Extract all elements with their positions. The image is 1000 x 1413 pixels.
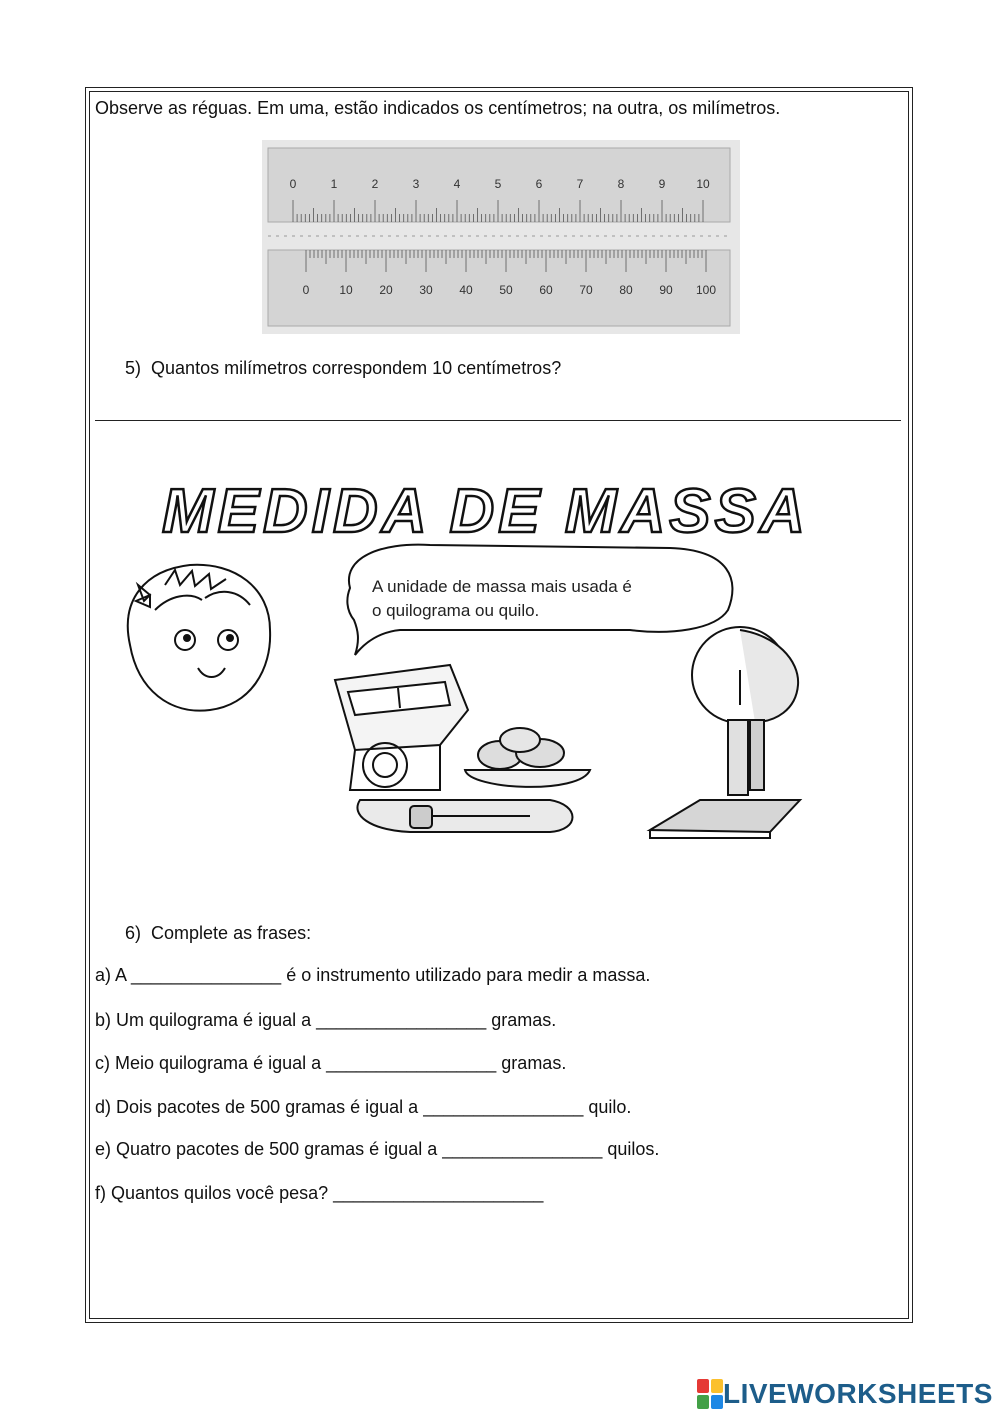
- speech-line-2: o quilograma ou quilo.: [372, 601, 540, 620]
- mm-label: 80: [619, 283, 633, 297]
- question-6-text: Complete as frases:: [151, 923, 312, 943]
- sentence-e[interactable]: e) Quatro pacotes de 500 gramas é igual a ________________ quilos.: [95, 1139, 660, 1159]
- cm-label: 1: [330, 177, 338, 191]
- mm-label: 100: [695, 283, 717, 297]
- intro-text: Observe as réguas. Em uma, estão indicados os centímetros; na outra, os milímetros.: [95, 98, 781, 118]
- floor-scale-drawing: [650, 627, 800, 838]
- girl-face-drawing: [128, 565, 270, 711]
- mm-label: 50: [499, 283, 513, 297]
- liveworksheets-blocks-icon: [697, 1379, 723, 1409]
- answer-line-5[interactable]: [95, 420, 901, 421]
- cm-label: 4: [453, 177, 461, 191]
- question-5: [125, 357, 561, 379]
- speech-bubble: [347, 545, 732, 655]
- mm-label: 20: [379, 283, 393, 297]
- cm-label: 10: [696, 177, 710, 191]
- sentence-b[interactable]: b) Um quilograma é igual a _________________ gramas.: [95, 1010, 557, 1030]
- question-6-number: 6): [125, 923, 142, 943]
- mm-label: 30: [419, 283, 433, 297]
- kitchen-scale-drawing: [335, 665, 590, 832]
- sentence-a[interactable]: a) A _______________ é o instrumento utilizado para medir a massa.: [95, 965, 651, 985]
- mm-label: 90: [659, 283, 673, 297]
- cm-label: 7: [576, 177, 584, 191]
- sentence-d[interactable]: d) Dois pacotes de 500 gramas é igual a ________________ quilo.: [95, 1097, 632, 1117]
- mm-label: 10: [339, 283, 353, 297]
- cm-label: 0: [289, 177, 297, 191]
- cm-label: 5: [494, 177, 502, 191]
- mm-label: 70: [579, 283, 593, 297]
- mass-illustration: [110, 470, 820, 850]
- question-5-text: Quantos milímetros correspondem 10 centímetros?: [151, 358, 562, 378]
- sentence-c[interactable]: c) Meio quilograma é igual a _________________ gramas.: [95, 1053, 567, 1073]
- liveworksheets-logo: [697, 1376, 993, 1412]
- cm-label: 9: [658, 177, 666, 191]
- mm-label: 40: [459, 283, 473, 297]
- cm-label: 3: [412, 177, 420, 191]
- cm-label: 8: [617, 177, 625, 191]
- brand-name: LIVEWORKSHEETS: [723, 1378, 993, 1409]
- question-6: [125, 922, 311, 944]
- mm-label: 60: [539, 283, 553, 297]
- speech-line-1: A unidade de massa mais usada é: [372, 577, 632, 596]
- mm-label: 0: [302, 283, 310, 297]
- cm-label: 6: [535, 177, 543, 191]
- cm-label: 2: [371, 177, 379, 191]
- rulers-image: [262, 140, 740, 334]
- illustration-title: MEDIDA DE MASSA: [162, 477, 809, 546]
- question-5-number: 5): [125, 358, 142, 378]
- sentence-f[interactable]: f) Quantos quilos você pesa? _____________________: [95, 1183, 544, 1203]
